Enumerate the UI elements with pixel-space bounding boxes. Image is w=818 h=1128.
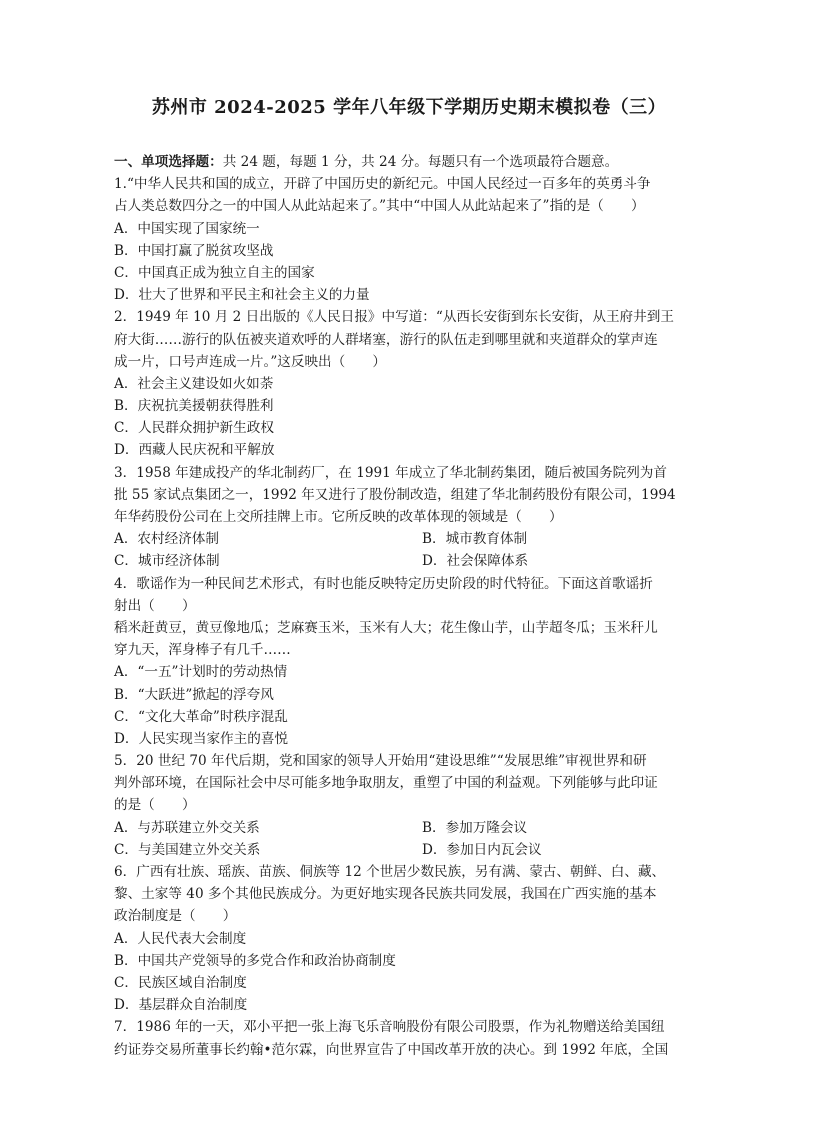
option-d[interactable]: D．壮大了世界和平民主和社会主义的力量: [114, 287, 370, 304]
question-stem-line: 府大街……游行的队伍被夹道欢呼的人群堵塞，游行的队伍走到哪里就和夹道群众的掌声连: [114, 331, 658, 348]
option-a[interactable]: A．“一五”计划时的劳动热情: [114, 664, 288, 681]
ballad-line: 稻米赶黄豆，黄豆像地瓜；芝麻赛玉米，玉米有人大；花生像山芋，山芋超冬瓜；玉米秆儿: [114, 619, 658, 636]
option-d[interactable]: D．参加日内瓦会议: [422, 841, 542, 858]
question-stem-line: 占人类总数四分之一的中国人从此站起来了。”其中“中国人从此站起来了”指的是（ ）: [114, 198, 645, 215]
question-stem-line: 7．1986 年的一天，邓小平把一张上海飞乐音响股份有限公司股票，作为礼物赠送给美国纽: [114, 1019, 665, 1036]
option-c[interactable]: C．民族区域自治制度: [114, 974, 247, 991]
question-stem-line: 政治制度是（ ）: [114, 908, 237, 925]
option-row: [114, 528, 700, 550]
option-b[interactable]: B．中国打赢了脱贫攻坚战: [114, 242, 274, 259]
question-stem-line: 1.“中华人民共和国的成立，开辟了中国历史的新纪元。中国人民经过一百多年的英勇斗争: [114, 176, 651, 193]
option-c[interactable]: C．中国真正成为独立自主的国家: [114, 264, 315, 281]
option-row: [114, 550, 700, 572]
option-b[interactable]: B．“大跃进”掀起的浮夸风: [114, 686, 274, 703]
question-stem-line: 3．1958 年建成投产的华北制药厂，在 1991 年成立了华北制药集团，随后被国务院列为首: [114, 464, 667, 481]
question-3: [114, 462, 700, 573]
option-a[interactable]: A．与苏联建立外交关系: [114, 819, 260, 836]
question-stem-line: 2．1949 年 10 月 2 日出版的《人民日报》中写道：“从西长安街到东长安街，从王府井到王: [114, 309, 674, 326]
question-stem-line: 4．歌谣作为一种民间艺术形式，有时也能反映特定历史阶段的时代特征。下面这首歌谣折: [114, 575, 653, 592]
question-stem-line: 年华药股份公司在上交所挂牌上市。它所反映的改革体现的领域是（ ）: [114, 509, 563, 525]
option-d[interactable]: D．人民实现当家作主的喜悦: [114, 730, 289, 747]
section-heading: 一、单项选择题：: [114, 154, 223, 170]
option-c[interactable]: C．与美国建立外交关系: [114, 841, 261, 858]
question-7: [114, 1016, 700, 1060]
option-row: [114, 839, 700, 861]
option-c[interactable]: C．人民群众拥护新生政权: [114, 420, 274, 437]
option-d[interactable]: D．社会保障体系: [422, 553, 529, 570]
option-b[interactable]: B．中国共产党领导的多党合作和政治协商制度: [114, 952, 396, 969]
option-a[interactable]: A．中国实现了国家统一: [114, 220, 260, 237]
option-d[interactable]: D．基层群众自治制度: [114, 997, 248, 1014]
question-2: [114, 306, 700, 461]
question-4: [114, 573, 700, 751]
option-a[interactable]: A．农村经济体制: [114, 531, 219, 548]
option-row: [114, 817, 700, 839]
question-section: [114, 151, 700, 1061]
option-b[interactable]: B．参加万隆会议: [422, 819, 528, 836]
question-stem-line: 约证券交易所董事长约翰•范尔霖，向世界宣告了中国改革开放的决心。到 1992 年底，全国: [114, 1041, 669, 1058]
question-stem-line: 的是（ ）: [114, 797, 196, 814]
question-stem-line: 5．20 世纪 70 年代后期，党和国家的领导人开始用“建设思维”“发展思维”审视世界和研: [114, 753, 647, 770]
question-stem-line: 判外部环境，在国际社会中尽可能多地争取朋友，重塑了中国的利益观。下列能够与此印证: [114, 775, 658, 792]
question-6: [114, 861, 700, 1016]
question-stem-line: 6．广西有壮族、瑶族、苗族、侗族等 12 个世居少数民族，另有满、蒙古、朝鲜、白、藏、: [114, 864, 666, 880]
option-c[interactable]: C．城市经济体制: [114, 553, 220, 570]
option-a[interactable]: A．人民代表大会制度: [114, 930, 247, 947]
section-header: [114, 151, 700, 173]
question-5: [114, 750, 700, 861]
option-b[interactable]: B．城市教育体制: [422, 531, 528, 548]
option-b[interactable]: B．庆祝抗美援朝获得胜利: [114, 398, 274, 415]
question-stem-line: 射出（ ）: [114, 597, 196, 614]
option-a[interactable]: A．社会主义建设如火如荼: [114, 375, 274, 392]
question-1: [114, 173, 700, 306]
page-title: 苏州市 2024-2025 学年八年级下学期历史期末模拟卷（三）: [151, 97, 667, 118]
question-stem-line: 成一片，口号声连成一片。”这反映出（ ）: [114, 353, 387, 370]
option-c[interactable]: C．“文化大革命”时秩序混乱: [114, 708, 288, 725]
question-stem-line: 批 55 家试点集团之一，1992 年又进行了股份制改造，组建了华北制药股份有限公司，1994: [114, 486, 676, 503]
ballad-line: 穿九天，浑身棒子有几千……: [114, 642, 291, 659]
section-intro: 共 24 题，每题 1 分，共 24 分。每题只有一个选项最符合题意。: [222, 154, 619, 170]
question-stem-line: 黎、土家等 40 多个其他民族成分。为更好地实现各民族共同发展，我国在广西实施的基本: [114, 886, 657, 903]
option-d[interactable]: D．西藏人民庆祝和平解放: [114, 442, 275, 459]
